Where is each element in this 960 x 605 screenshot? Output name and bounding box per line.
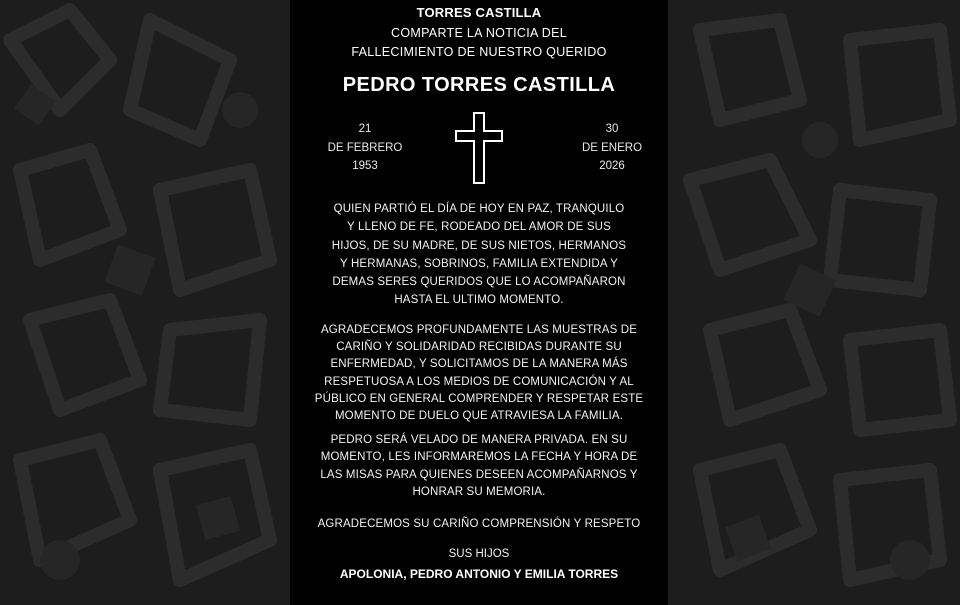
paragraph-line: AGRADECEMOS PROFUNDAMENTE LAS MUESTRAS DE <box>320 324 638 336</box>
birth-month: DE FEBRERO <box>327 141 403 154</box>
death-month: DE ENERO <box>581 141 643 154</box>
death-day: 30 <box>605 123 619 135</box>
paragraph-line: AGRADECEMOS SU CARIÑO COMPRENSIÓN Y RESPETO <box>317 518 641 530</box>
death-year: 2026 <box>599 160 625 172</box>
paragraph-passing <box>290 200 668 310</box>
birth-year: 1953 <box>352 160 378 172</box>
background-pattern-left <box>0 0 290 605</box>
obituary-panel <box>290 0 668 605</box>
paragraph-line: Y HERMANAS, SOBRINOS, FAMILIA EXTENDIDA Y <box>340 257 618 270</box>
paragraph-thanks <box>290 322 668 425</box>
intro-line: COMPARTE LA NOTICIA DEL <box>391 26 567 40</box>
decorative-pattern-icon <box>0 0 290 605</box>
paragraph-line: CARIÑO Y SOLIDARIDAD RECIBIDAS DURANTE SU <box>336 341 622 354</box>
paragraph-line: MOMENTO, LES INFORMAREMOS LA FECHA Y HORA DE <box>320 451 638 464</box>
birth-date <box>315 120 415 176</box>
background-pattern-right <box>670 0 960 605</box>
paragraph-line: ENFERMEDAD, Y SOLICITAMOS DE LA MANERA MÁS <box>330 358 628 371</box>
paragraph-line: HIJOS, DE SU MADRE, DE SUS NIETOS, HERMANOS <box>331 239 627 252</box>
decorative-pattern-icon <box>670 0 960 605</box>
paragraph-line: HONRAR SU MEMORIA. <box>412 485 546 498</box>
intro-text <box>290 24 668 62</box>
paragraph-wake <box>290 432 668 501</box>
death-date <box>562 120 662 176</box>
paragraph-line: PEDRO SERÁ VELADO DE MANERA PRIVADA. EN SU <box>330 434 628 446</box>
paragraph-line: LAS MISAS PARA QUIENES DESEEN ACOMPAÑARNOS Y <box>320 468 638 481</box>
intro-line: FALLECIMIENTO DE NUESTRO QUERIDO <box>351 45 607 59</box>
paragraph-line: DEMAS SERES QUERIDOS QUE LO ACOMPAÑARON <box>332 276 626 289</box>
family-name: TORRES CASTILLA <box>416 5 542 20</box>
paragraph-line: MOMENTO DE DUELO QUE ATRAVIESA LA FAMILIA. <box>334 410 624 423</box>
paragraph-line: Y LLENO DE FE, RODEADO DEL AMOR DE SUS <box>347 221 611 234</box>
paragraph-line: PÚBLICO EN GENERAL COMPRENDER Y RESPETAR ESTE <box>314 392 644 405</box>
paragraph-line: RESPETUOSA A LOS MEDIOS DE COMUNICACIÓN Y AL <box>324 375 634 388</box>
paragraph-line: HASTA EL ULTIMO MOMENTO. <box>394 294 564 307</box>
paragraph-closing <box>290 515 668 533</box>
signature-label: SUS HIJOS <box>448 548 510 560</box>
signature-names: APOLONIA, PEDRO ANTONIO Y EMILIA TORRES <box>339 567 619 581</box>
paragraph-line: QUIEN PARTIÓ EL DÍA DE HOY EN PAZ, TRANQUILO <box>333 203 625 215</box>
deceased-name: PEDRO TORRES CASTILLA <box>342 74 616 96</box>
birth-day: 21 <box>358 123 372 135</box>
latin-cross-icon <box>455 112 503 184</box>
